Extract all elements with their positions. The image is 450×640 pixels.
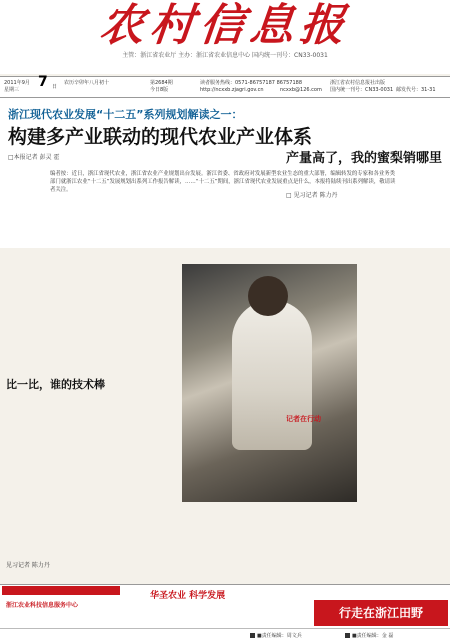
article-column-2 bbox=[182, 252, 282, 262]
right-article-byline: □ 见习记者 陈力丹 bbox=[286, 192, 338, 199]
sidebar-title: 比一比，谁的技术棒 bbox=[6, 378, 105, 391]
weekday: 星期三 bbox=[4, 87, 20, 93]
date-year: 2011年9月 bbox=[4, 80, 30, 86]
sidebar bbox=[0, 364, 90, 584]
article-column-1 bbox=[92, 252, 178, 372]
ad-left-title: 浙江农业科技信息服务中心 bbox=[6, 602, 79, 609]
square-bullet-icon bbox=[345, 633, 350, 638]
footer-right-text: ■责任编辑：金 磊 bbox=[352, 633, 394, 639]
topic-headline: 构建多产业联动的现代农业产业体系 bbox=[8, 126, 313, 148]
issue-header bbox=[0, 76, 450, 98]
topic-lead: 编者按：近日，浙江省现代农业，浙江省农业产业规划出台发展。浙江省委、省政府对发展新型农业生态的重大部署，编辑转发的专家和各业务类部门就浙江农业“十二五”发展规划出系列工作报告解读，……“十二五”期间，浙江省现代农业发展重点是什么，本报将陆续刊出系列解读，敬请读者关注。 bbox=[50, 171, 396, 193]
cn-number: 国内统一刊号：CN33-0031 bbox=[330, 87, 394, 93]
footer-left bbox=[250, 632, 302, 639]
right-article-headline: 产量高了，我的蜜梨销哪里 bbox=[286, 151, 443, 166]
lunar-date: 农历辛卯年八月初十 bbox=[64, 80, 110, 86]
issue-number: 第2684期 bbox=[150, 80, 173, 86]
square-bullet-icon bbox=[250, 633, 255, 638]
topic-kicker: 浙江现代农业发展“十二五”系列规划解读之一： bbox=[8, 108, 243, 121]
email[interactable]: ncxxb@126.com bbox=[280, 87, 322, 93]
website[interactable]: http://ncxxb.zjagri.gov.cn bbox=[200, 87, 264, 93]
masthead-title: 农村信息报 bbox=[97, 0, 353, 51]
sidebar-byline: 见习记者 陈力丹 bbox=[6, 562, 50, 569]
footer bbox=[0, 628, 450, 640]
ad-right[interactable]: 行走在浙江田野 bbox=[314, 600, 448, 626]
hotline: 读者服务热线：0571-86757187 86757188 bbox=[200, 80, 303, 86]
photo-figure bbox=[232, 300, 312, 450]
date-day: 7 bbox=[38, 74, 48, 90]
masthead-subtitle: 主管：浙江省农业厅 主办：浙江省农业信息中心 国内统一刊号：CN33-0031 bbox=[122, 52, 328, 59]
topic-byline: □本报记者 彭灵 霍 bbox=[8, 154, 60, 161]
ad-mid-title: 华圣农业 科学发展 bbox=[150, 591, 226, 601]
footer-right bbox=[345, 632, 393, 639]
footer-left-text: ■责任编辑：周文兵 bbox=[257, 633, 302, 639]
right-article-section: 记者在行动 bbox=[286, 415, 321, 423]
publisher: 浙江省农村信息报社出版 bbox=[330, 80, 386, 86]
date-unit: 日 bbox=[52, 84, 58, 90]
page-count: 今日8版 bbox=[150, 87, 169, 93]
post-code: 邮发代号：31-31 bbox=[396, 87, 436, 93]
photo-figure-head bbox=[248, 276, 288, 316]
topic-section bbox=[0, 98, 450, 248]
